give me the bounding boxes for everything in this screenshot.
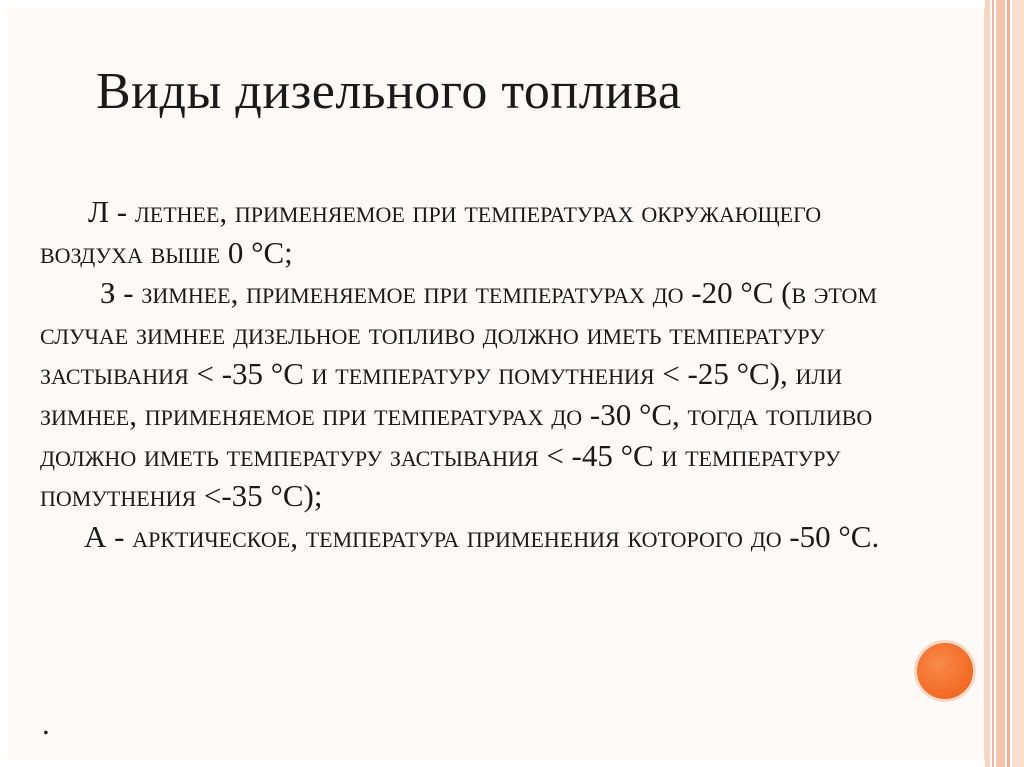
trailing-dot: . — [42, 706, 50, 741]
decorative-stripe — [1012, 0, 1024, 767]
decorative-stripe — [992, 0, 994, 767]
decorative-stripe — [996, 0, 1005, 767]
decorative-stripe — [1007, 0, 1010, 767]
slide-title: Виды дизельного топлива — [96, 63, 682, 120]
decorative-stripe — [985, 0, 990, 767]
frame-left — [0, 0, 8, 767]
orange-circle-decoration — [914, 640, 976, 702]
paragraph-arctic-fuel: А - арктическое, температура применения которого до -50 °С. — [84, 518, 880, 554]
slide-body — [40, 192, 900, 557]
paragraph-summer-fuel: Л - летнее, применяемое при температурах окружающего воздуха выше 0 °С; — [40, 194, 822, 270]
frame-top — [0, 0, 1024, 8]
paragraph-winter-fuel: З - зимнее, применяемое при температурах до -20 °С (в этом случае зимнее дизельное топливо должно иметь температуру застывания < -35 °С и температуру помутнения < -25 °С), или зимнее, применяемое при температурах до -30 °С, тогда топливо должно иметь температуру застывания < -45 °С и температуру помутнения <-35 °С); — [40, 275, 878, 514]
frame-bottom — [0, 759, 1024, 767]
